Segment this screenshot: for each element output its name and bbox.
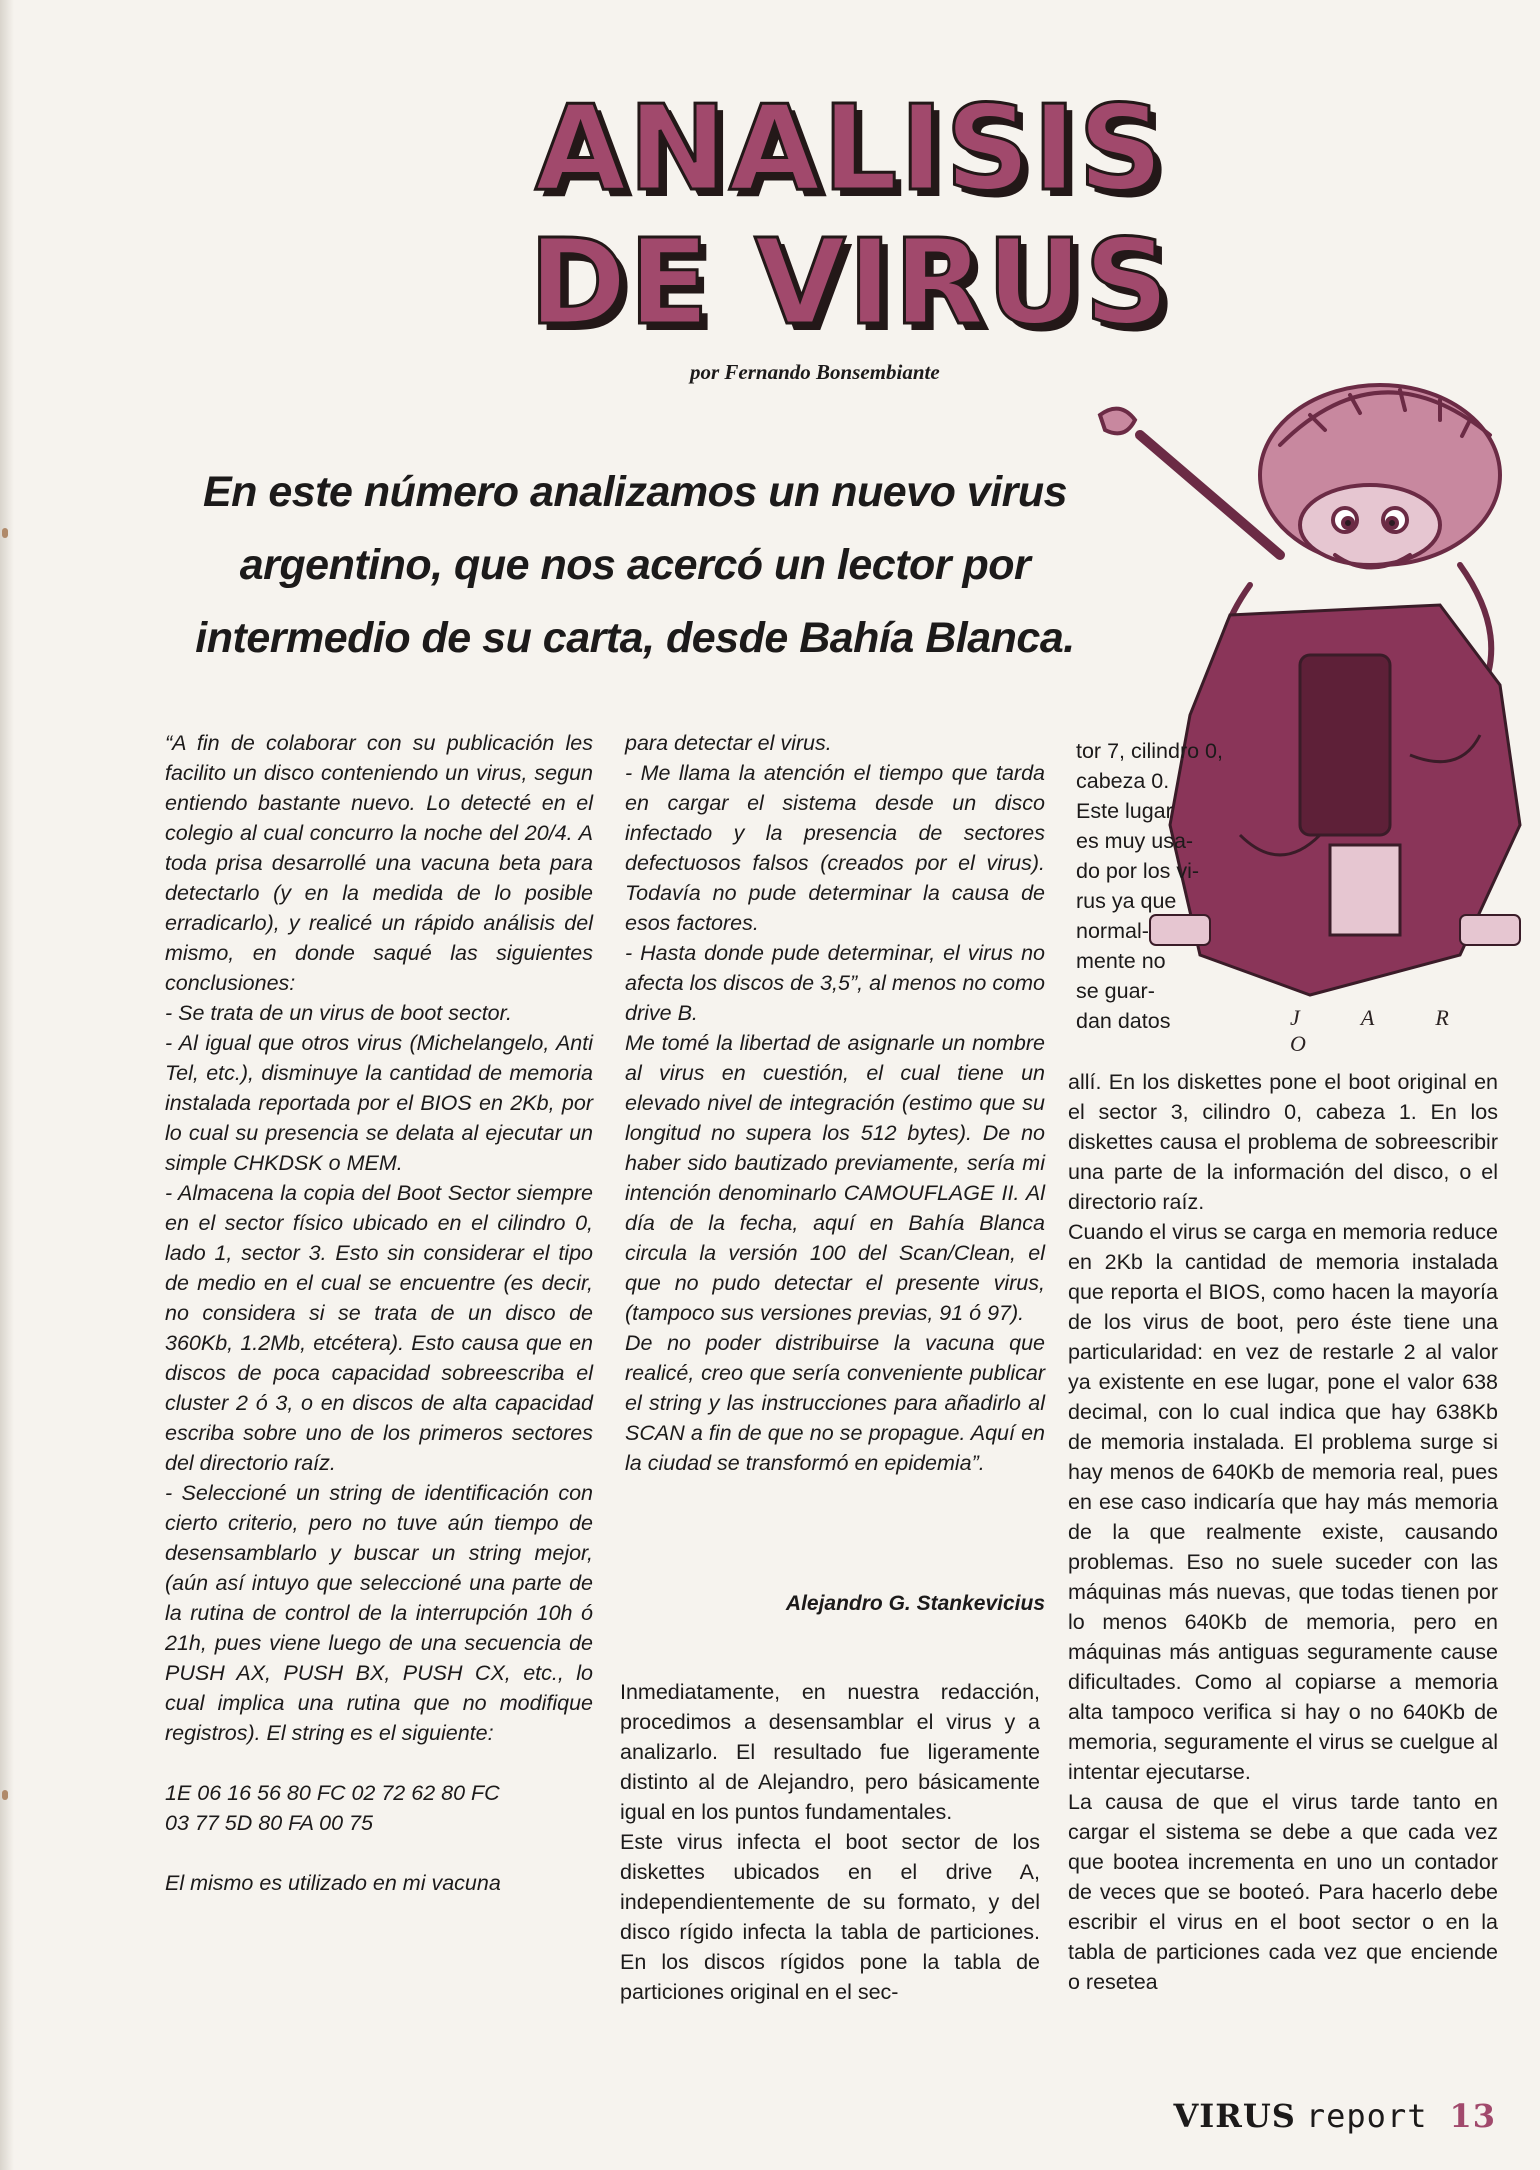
lead-line: argentino, que nos acercó un lector por — [239, 541, 1031, 589]
wrap-line: se guar- — [1076, 979, 1155, 1003]
letter-paragraph: Me tomé la libertad de asignarle un nombre al virus en cuestión, el cual tiene un elevado nivel de integración (estimo que su longitud no supera los 512 bytes). De no haber sido bautizado previamente, sería mi intención denominarlo CAMOUFLAGE II. Al día de la fecha, aquí en Bahía Blanca circula la versión 100 del Scan/Clean, el que no pudo detectar el presente virus, (tampoco sus versiones previas, 91 ó 97). — [625, 1031, 1045, 1325]
letter-paragraph: para detectar el virus. — [625, 731, 832, 755]
letter-paragraph: - Al igual que otros virus (Michelangelo, Anti Tel, etc.), disminuye la cantidad de memoria instalada reportada por el BIOS en 2Kb, por lo cual su presencia se delata al ejecutar un simple CHKDSK o MEM. — [165, 1031, 593, 1175]
wrap-line: dan datos — [1076, 1009, 1171, 1033]
article-paragraph: Este virus infecta el boot sector de los diskettes ubicados en el drive A, independientemente de su formato, y del disco rígido infecta la tabla de particiones. En los discos rígidos pone la tabla de particiones original en el sec- — [620, 1830, 1040, 2004]
wrap-line: mente no — [1076, 949, 1166, 973]
column-1 — [165, 728, 593, 1898]
article-paragraph: La causa de que el virus tarde tanto en cargar el sistema se debe a que cada vez que bootea incrementa en uno un contador de veces que se booteó. Para hacerlo debe escribir el virus en el boot sector o en la tabla de particiones cada vez que enciende o resetea — [1068, 1790, 1498, 1994]
article-paragraph: allí. En los diskettes pone el boot original en el sector 3, cilindro 0, cabeza 1. En los diskettes causa el problema de sobreescribir una parte de la información del disco, o el directorio raíz. — [1068, 1070, 1498, 1214]
letter-paragraph: De no poder distribuirse la vacuna que realicé, creo que sería conveniente publicar el string y las instrucciones para añadirlo al SCAN a fin de que no se propague. Aquí en la ciudad se transformó en epidemia”. — [625, 1331, 1045, 1475]
title-line-1: ANALISIS — [534, 79, 1166, 217]
byline: por Fernando Bonsembiante — [690, 360, 940, 384]
hex-string-line: 1E 06 16 56 80 FC 02 72 62 80 FC — [165, 1781, 500, 1805]
letter-paragraph: El mismo es utilizado en mi vacuna — [165, 1871, 501, 1895]
staple-mark — [2, 528, 8, 538]
lead-line: intermedio de su carta, desde Bahía Blanca. — [195, 614, 1075, 662]
title-line-2: DE VIRUS — [528, 213, 1172, 351]
magazine-section: report — [1305, 2097, 1428, 2135]
wrap-line: tor 7, cilindro 0, — [1076, 739, 1223, 763]
article-paragraph: Inmediatamente, en nuestra redacción, procedimos a desensamblar el virus y a analizarlo. El resultado fue ligeramente distinto al de Alejandro, pero básicamente igual en los puntos fundamentales. — [620, 1680, 1040, 1824]
artist-signature-art: J A R O — [1290, 1005, 1477, 1056]
column-3 — [1068, 1067, 1498, 1997]
column-3-wrap — [1076, 736, 1296, 1036]
letter-paragraph: “A fin de colaborar con su publicación les facilito un disco conteniendo un virus, segun entiendo bastante nuevo. Lo detecté en el colegio al cual concurro la noche del 20/4. A toda prisa desarrollé una vacuna beta para detectarlo (y en la medida de lo posible erradicarlo), y realicé un rápido análisis del mismo, en donde saqué las siguientes conclusiones: — [165, 731, 593, 995]
wrap-line: normal- — [1076, 919, 1149, 943]
wrap-line: Este lugar — [1076, 799, 1173, 823]
lead-paragraph — [160, 456, 1110, 675]
wrap-line: es muy usa- — [1076, 829, 1194, 853]
letter-signature: Alejandro G. Stankevicius — [785, 1592, 1045, 1615]
column-2-article — [620, 1677, 1040, 2007]
article-paragraph: Cuando el virus se carga en memoria reduce en 2Kb la cantidad de memoria instalada que reporta el BIOS, como hacen la mayoría de los virus de boot, pero éste tiene una particularidad: en vez de restarle 2 al valor ya existente en ese lugar, pone el valor 638 decimal, con lo cual indica que hay 638Kb de memoria instalada. El problema surge si hay menos de 640Kb de memoria real, pues en ese caso indicaría que hay más memoria de la que realmente existe, causando problemas. Eso no suele suceder con las máquinas más nuevas, que todas tienen por lo menos 640Kb de memoria, pero en máquinas más antiguas seguramente cause dificultades. Como al copiarse a memoria alta tampoco verifica si hay o no 640Kb de memoria, seguramente el virus se cuelgue al intentar ejecutarse. — [1068, 1220, 1498, 1784]
page-number: 13 — [1449, 2097, 1496, 2135]
wrap-line: cabeza 0. — [1076, 769, 1170, 793]
letter-paragraph: - Se trata de un virus de boot sector. — [165, 1001, 512, 1025]
column-2 — [625, 728, 1045, 1478]
page-spine-shadow — [0, 0, 14, 2170]
staple-mark — [2, 1790, 8, 1800]
wrap-line: rus ya que — [1076, 889, 1177, 913]
page-footer — [1173, 2097, 1496, 2135]
lead-line: En este número analizamos un nuevo virus — [202, 468, 1068, 516]
wrap-line: do por los vi- — [1076, 859, 1200, 883]
letter-paragraph: - Almacena la copia del Boot Sector siempre en el sector físico ubicado en el cilindro 0, lado 1, sector 3. Esto sin considerar el tipo de medio en el cual se encuentre (es decir, no considera si se trata de un disco de 360Kb, 1.2Mb, etcétera). Esto causa que en discos de poca capacidad sobreescriba el cluster 2 ó 3, o en discos de alta capacidad escriba sobre uno de los primeros sectores del directorio raíz. — [165, 1181, 593, 1475]
letter-paragraph: - Seleccioné un string de identificación con cierto criterio, pero no tuve aún tiempo de desensamblarlo y buscar un string mejor, (aún así intuyo que seleccioné una parte de la rutina de control de la interrupción 10h ó 21h, pues viene luego de una secuencia de PUSH AX, PUSH BX, PUSH CX, etc., lo cual implica una rutina que no modifique registros). El string es el siguiente: — [165, 1481, 593, 1745]
hex-string-line: 03 77 5D 80 FA 00 75 — [165, 1811, 373, 1835]
letter-paragraph: - Hasta donde pude determinar, el virus no afecta los discos de 3,5”, al menos no como drive B. — [625, 941, 1045, 1025]
magazine-brand: VIRUS — [1173, 2097, 1296, 2135]
letter-paragraph: - Me llama la atención el tiempo que tarda en cargar el sistema desde un disco infectado y la presencia de sectores defectuosos falsos (creados por el virus). Todavía no pude determinar la causa de esos factores. — [625, 761, 1045, 935]
